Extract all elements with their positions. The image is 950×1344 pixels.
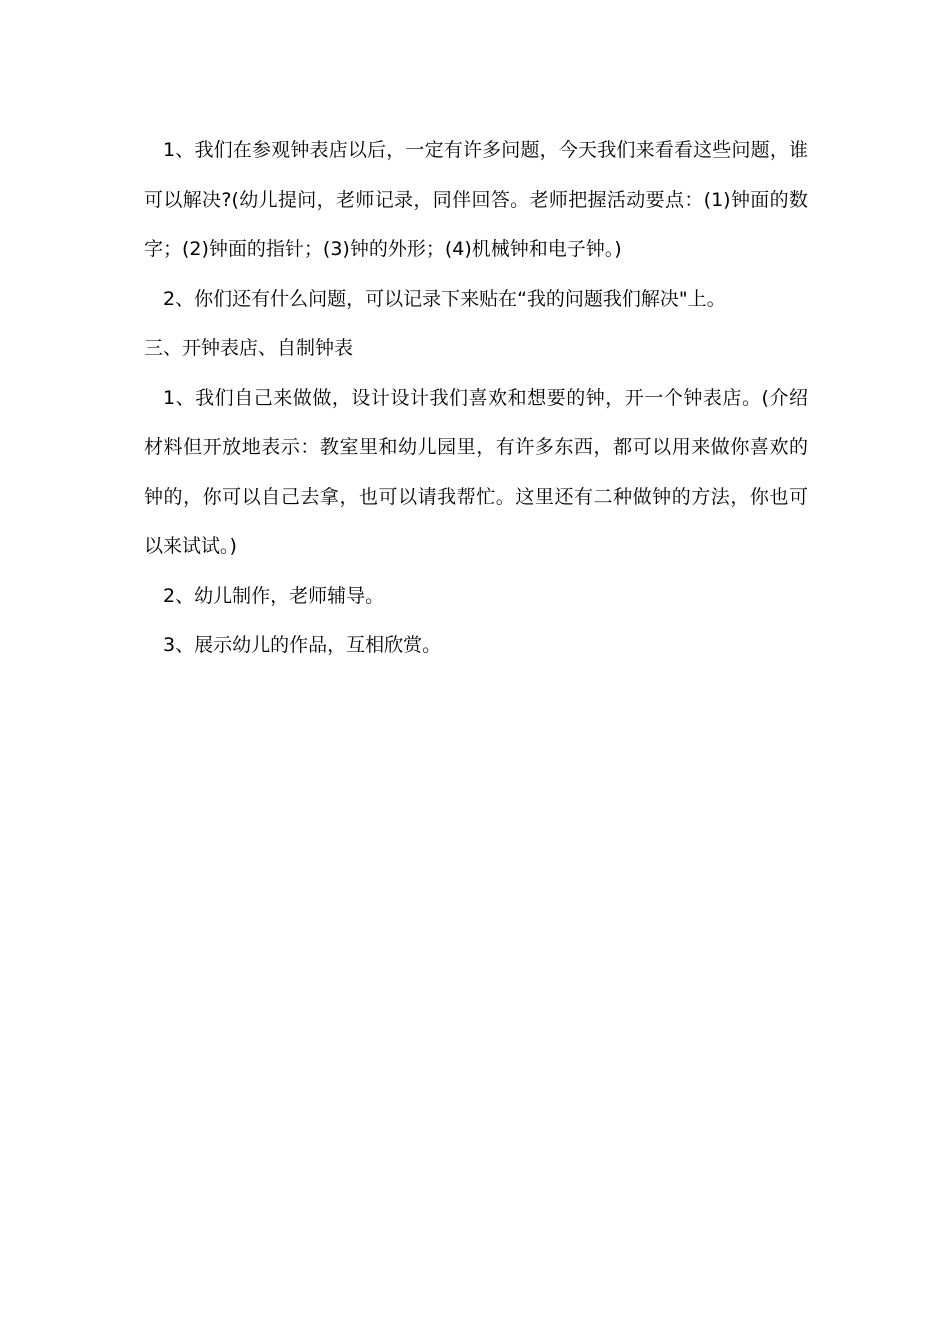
document-body xyxy=(144,126,808,671)
section-heading: 三、开钟表店、自制钟表 xyxy=(144,337,354,359)
paragraph-questions: 1、我们在参观钟表店以后，一定有许多问题，今天我们来看看这些问题，谁可以解决?(幼儿提问，老师记录，同伴回答。老师把握活动要点：(1)钟面的数字；(2)钟面的指针；(3)钟的外形；(4)机械钟和电子钟。) xyxy=(144,139,808,260)
paragraph-children-make: 2、幼儿制作，老师辅导。 xyxy=(163,584,385,607)
paragraph-more-questions: 2、你们还有什么问题，可以记录下来贴在“我的问题我们解决"上。 xyxy=(163,287,726,310)
paragraph-show-works: 3、展示幼儿的作品，互相欣赏。 xyxy=(163,634,442,656)
paragraph-make-clock: 1、我们自己来做做，设计设计我们喜欢和想要的钟，开一个钟表店。(介绍材料但开放地表示：教室里和幼儿园里，有许多东西，都可以用来做你喜欢的钟的，你可以自己去拿，也可以请我帮忙。这里还有二种做钟的方法，你也可以来试试。) xyxy=(144,386,808,557)
